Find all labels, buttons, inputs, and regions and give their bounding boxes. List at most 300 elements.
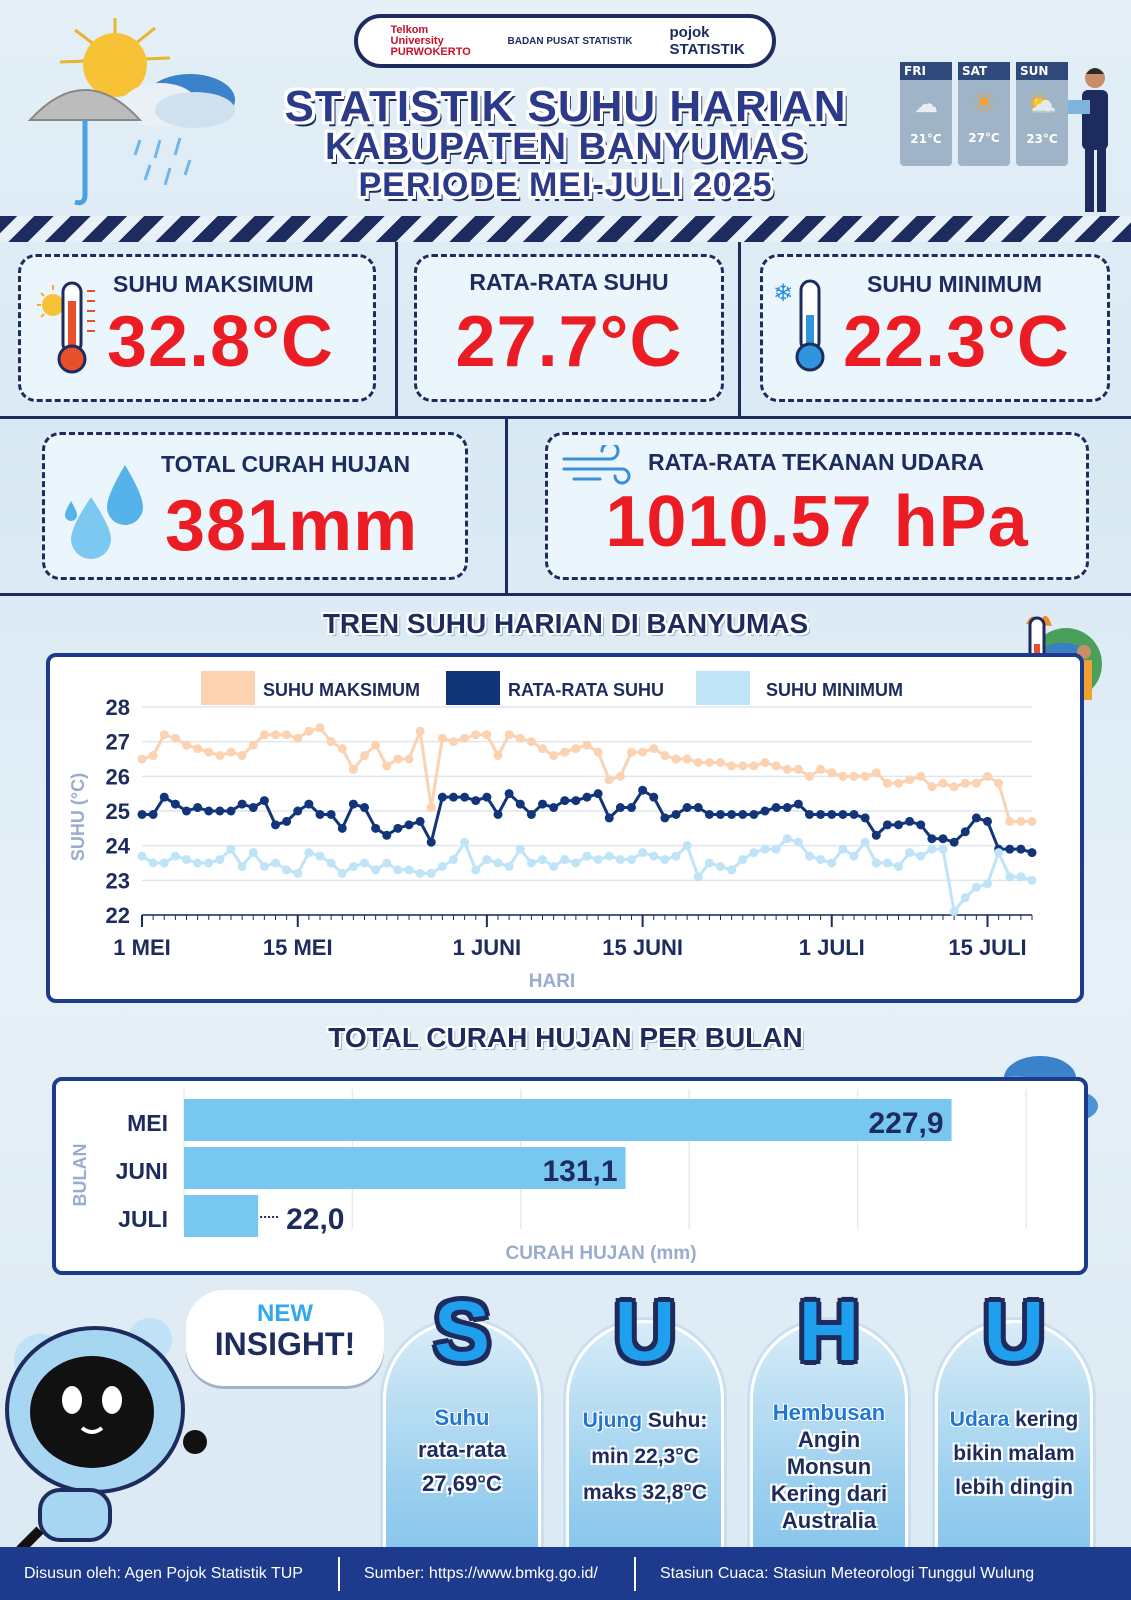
data-point <box>616 803 625 812</box>
data-point <box>204 807 213 816</box>
data-point <box>505 862 514 871</box>
data-point <box>738 810 747 819</box>
data-point <box>449 855 458 864</box>
new-insight-bubble <box>186 1290 384 1386</box>
data-point <box>560 855 569 864</box>
data-point <box>638 848 647 857</box>
bar <box>184 1195 258 1237</box>
data-point <box>382 859 391 868</box>
data-point <box>927 782 936 791</box>
line-chart <box>50 657 1080 999</box>
data-point <box>872 768 881 777</box>
series-min-line <box>142 839 1032 912</box>
data-point <box>627 748 636 757</box>
data-point <box>916 852 925 861</box>
data-point <box>416 817 425 826</box>
data-point <box>171 734 180 743</box>
data-point <box>516 800 525 809</box>
forecast-card-fri <box>900 62 952 166</box>
y-tick-label: 25 <box>105 799 130 824</box>
data-point <box>861 813 870 822</box>
data-point <box>916 820 925 829</box>
data-point <box>438 734 447 743</box>
data-point <box>983 772 992 781</box>
data-point <box>716 810 725 819</box>
insight-4-text: kering bikin malam lebih dingin <box>953 1408 1079 1499</box>
data-point <box>649 744 658 753</box>
x-tick-label: 15 JUNI <box>602 935 683 960</box>
data-point <box>705 758 714 767</box>
data-point <box>304 800 313 809</box>
data-point <box>494 751 503 760</box>
data-point <box>894 862 903 871</box>
rain-label: TOTAL CURAH HUJAN <box>161 451 411 477</box>
data-point <box>182 807 191 816</box>
data-point <box>727 810 736 819</box>
bar-chart-xlabel: CURAH HUJAN (mm) <box>505 1243 697 1264</box>
data-point <box>571 859 580 868</box>
line-chart-panel <box>46 653 1084 1003</box>
avg-temp-card <box>414 254 724 402</box>
data-point <box>138 810 147 819</box>
data-point <box>894 779 903 788</box>
data-point <box>583 793 592 802</box>
data-point <box>683 803 692 812</box>
data-point <box>549 751 558 760</box>
data-point <box>282 730 291 739</box>
letter-u-1: U <box>614 1284 676 1378</box>
data-point <box>660 855 669 864</box>
data-point <box>583 852 592 861</box>
data-point <box>560 748 569 757</box>
data-point <box>861 838 870 847</box>
footer-station: Stasiun Cuaca: Stasiun Meteorologi Tunggul Wulung <box>660 1564 1035 1582</box>
badge-bottom: INSIGHT! <box>214 1326 356 1362</box>
footer-author: Disusun oleh: Agen Pojok Statistik TUP <box>0 1557 340 1591</box>
title-line-2: KABUPATEN BANYUMAS <box>324 126 807 168</box>
data-point <box>1028 876 1037 885</box>
data-point <box>171 800 180 809</box>
data-point <box>482 793 491 802</box>
data-point <box>660 751 669 760</box>
data-point <box>538 744 547 753</box>
data-point <box>772 803 781 812</box>
divider <box>0 416 1131 419</box>
data-point <box>149 751 158 760</box>
data-point <box>571 744 580 753</box>
data-point <box>527 859 536 868</box>
pojok-statistik-logo: pojok STATISTIK <box>669 24 745 58</box>
data-point <box>905 775 914 784</box>
data-point <box>616 855 625 864</box>
data-point <box>783 765 792 774</box>
data-point <box>449 793 458 802</box>
y-tick-label: 26 <box>105 764 130 790</box>
data-point <box>516 845 525 854</box>
data-point <box>939 779 948 788</box>
data-point <box>516 734 525 743</box>
data-point <box>260 796 269 805</box>
data-point <box>772 845 781 854</box>
bar-chart <box>56 1081 1084 1271</box>
data-point <box>160 793 169 802</box>
bar-category-label: MEI <box>127 1110 168 1136</box>
data-point <box>449 737 458 746</box>
data-point <box>227 807 236 816</box>
data-point <box>338 824 347 833</box>
avg-temp-value: 27.7°C <box>455 302 683 382</box>
data-point <box>605 775 614 784</box>
data-point <box>749 810 758 819</box>
data-point <box>649 793 658 802</box>
data-point <box>705 859 714 868</box>
data-point <box>994 848 1003 857</box>
data-point <box>827 859 836 868</box>
data-point <box>605 813 614 822</box>
legend-label-max: SUHU MAKSIMUM <box>263 680 420 700</box>
bar-chart-ylabel: BULAN <box>70 1143 90 1207</box>
data-point <box>149 859 158 868</box>
line-chart-ylabel: SUHU (°C) <box>68 772 88 862</box>
data-point <box>683 755 692 764</box>
data-point <box>1005 845 1014 854</box>
water-drops-icon <box>63 461 153 561</box>
data-point <box>972 883 981 892</box>
data-point <box>583 741 592 750</box>
data-point <box>783 834 792 843</box>
y-tick-label: 24 <box>105 833 130 859</box>
data-point <box>838 772 847 781</box>
bar-value-label: 22,0 <box>286 1203 345 1236</box>
title-line-1: STATISTIK SUHU HARIAN <box>284 82 847 131</box>
data-point <box>749 848 758 857</box>
data-point <box>360 803 369 812</box>
data-point <box>405 755 414 764</box>
data-point <box>382 761 391 770</box>
data-point <box>916 772 925 781</box>
data-point <box>761 845 770 854</box>
data-point <box>961 827 970 836</box>
data-point <box>471 865 480 874</box>
bar-category-label: JUNI <box>115 1158 168 1184</box>
data-point <box>816 765 825 774</box>
data-point <box>961 779 970 788</box>
data-point <box>927 845 936 854</box>
data-point <box>460 734 469 743</box>
insight-4-highlight: Udara <box>949 1408 1010 1431</box>
data-point <box>694 872 703 881</box>
legend-swatch-avg <box>446 671 500 705</box>
data-point <box>215 807 224 816</box>
data-point <box>794 800 803 809</box>
data-point <box>738 855 747 864</box>
data-point <box>883 820 892 829</box>
data-point <box>282 817 291 826</box>
insight-3-text: Angin Monsun Kering dari Australia <box>770 1427 888 1533</box>
data-point <box>405 865 414 874</box>
data-point <box>193 803 202 812</box>
data-point <box>649 852 658 861</box>
thermometer-snow-icon <box>771 275 845 375</box>
data-point <box>827 768 836 777</box>
y-tick-label: 28 <box>105 695 130 720</box>
data-point <box>761 807 770 816</box>
data-point <box>761 758 770 767</box>
data-point <box>883 779 892 788</box>
data-point <box>427 869 436 878</box>
data-point <box>505 730 514 739</box>
insight-1-highlight: Suhu <box>434 1405 490 1430</box>
data-point <box>749 761 758 770</box>
forecast-day: FRI <box>900 62 952 80</box>
data-point <box>249 848 258 857</box>
data-point <box>672 852 681 861</box>
data-point <box>616 772 625 781</box>
partly-cloudy-icon: ⛅ <box>1027 90 1057 118</box>
data-point <box>738 761 747 770</box>
data-point <box>482 730 491 739</box>
data-point <box>1016 817 1025 826</box>
data-point <box>850 852 859 861</box>
forecast-temp: 27°C <box>968 131 1000 145</box>
data-point <box>594 789 603 798</box>
data-point <box>393 755 402 764</box>
data-point <box>727 761 736 770</box>
bps-logo: BADAN PUSAT STATISTIK <box>507 35 633 47</box>
data-point <box>1005 872 1014 881</box>
data-point <box>961 893 970 902</box>
insight-2-highlight: Ujung <box>582 1409 643 1432</box>
data-point <box>838 810 847 819</box>
data-point <box>594 748 603 757</box>
data-point <box>983 817 992 826</box>
data-point <box>149 810 158 819</box>
data-point <box>838 845 847 854</box>
data-point <box>594 855 603 864</box>
data-point <box>894 820 903 829</box>
data-point <box>327 810 336 819</box>
data-point <box>271 820 280 829</box>
data-point <box>416 869 425 878</box>
forecast-card-sat <box>958 62 1010 166</box>
data-point <box>794 765 803 774</box>
telkom-logo: Telkom University PURWOKERTO <box>390 23 471 58</box>
data-point <box>705 810 714 819</box>
max-temp-value: 32.8°C <box>107 302 334 382</box>
data-point <box>549 862 558 871</box>
data-point <box>460 838 469 847</box>
data-point <box>215 855 224 864</box>
data-point <box>405 820 414 829</box>
data-point <box>271 730 280 739</box>
divider <box>505 418 508 594</box>
data-point <box>371 824 380 833</box>
divider <box>738 242 741 417</box>
data-point <box>605 852 614 861</box>
data-point <box>805 810 814 819</box>
bar-value-label: 227,9 <box>868 1107 944 1140</box>
data-point <box>805 772 814 781</box>
bar-chart-panel <box>52 1077 1088 1275</box>
svg-text:❄: ❄ <box>773 279 794 307</box>
data-point <box>360 751 369 760</box>
data-point <box>427 803 436 812</box>
legend-label-min: SUHU MINIMUM <box>766 680 903 700</box>
data-point <box>238 751 247 760</box>
cloud-rain-icon: ☁ <box>914 90 938 118</box>
data-point <box>783 803 792 812</box>
data-point <box>227 845 236 854</box>
x-tick-label: 1 JULI <box>798 935 865 960</box>
data-point <box>338 869 347 878</box>
y-tick-label: 27 <box>105 729 130 755</box>
divider <box>395 242 398 417</box>
data-point <box>227 748 236 757</box>
forecast-temp: 21°C <box>910 132 942 146</box>
data-point <box>249 741 258 750</box>
data-point <box>260 862 269 871</box>
data-point <box>694 803 703 812</box>
data-point <box>438 862 447 871</box>
data-point <box>471 730 480 739</box>
insight-2-text: Suhu: min 22,3°C maks 32,8°C <box>583 1409 708 1504</box>
data-point <box>1016 872 1025 881</box>
series-min <box>138 834 1037 916</box>
data-point <box>727 865 736 874</box>
data-point <box>393 865 402 874</box>
data-point <box>371 865 380 874</box>
data-point <box>627 803 636 812</box>
bar-chart-title: TOTAL CURAH HUJAN PER BULAN <box>328 1022 803 1053</box>
data-point <box>349 862 358 871</box>
data-point <box>293 869 302 878</box>
bar-category-label: JULI <box>118 1206 168 1232</box>
data-point <box>193 859 202 868</box>
data-point <box>883 859 892 868</box>
x-tick-label: 15 JULI <box>948 935 1027 960</box>
sun-icon: ☀ <box>971 86 997 119</box>
data-point <box>571 796 580 805</box>
data-point <box>505 789 514 798</box>
legend-swatch-max <box>201 671 255 705</box>
data-point <box>138 755 147 764</box>
legend-label-avg: RATA-RATA SUHU <box>508 680 664 700</box>
letter-h: H <box>798 1284 860 1378</box>
data-point <box>772 761 781 770</box>
data-point <box>527 810 536 819</box>
forecast-illustration <box>900 62 1120 217</box>
data-point <box>872 859 881 868</box>
data-point <box>171 852 180 861</box>
title-line-3: PERIODE MEI-JULI 2025 <box>358 166 773 204</box>
x-tick-label: 1 JUNI <box>452 935 522 960</box>
rain-value: 381mm <box>165 486 419 566</box>
data-point <box>905 848 914 857</box>
data-point <box>160 859 169 868</box>
pressure-label: RATA-RATA TEKANAN UDARA <box>648 449 985 475</box>
data-point <box>471 796 480 805</box>
thermometer-sun-icon <box>33 279 107 375</box>
data-point <box>861 772 870 781</box>
data-point <box>349 765 358 774</box>
data-point <box>316 810 325 819</box>
data-point <box>371 741 380 750</box>
data-point <box>282 865 291 874</box>
data-point <box>827 810 836 819</box>
data-point <box>694 758 703 767</box>
data-point <box>638 786 647 795</box>
data-point <box>316 723 325 732</box>
data-point <box>1028 817 1037 826</box>
forecast-temp: 23°C <box>1026 132 1058 146</box>
data-point <box>482 855 491 864</box>
badge-top: NEW <box>257 1300 313 1327</box>
data-point <box>215 751 224 760</box>
forecast-day: SUN <box>1016 62 1068 80</box>
data-point <box>427 838 436 847</box>
legend-swatch-min <box>696 671 750 705</box>
line-chart-title: TREN SUHU HARIAN DI BANYUMAS <box>322 608 809 639</box>
data-point <box>293 807 302 816</box>
data-point <box>939 834 948 843</box>
data-point <box>360 859 369 868</box>
data-point <box>527 737 536 746</box>
y-tick-label: 23 <box>105 868 130 894</box>
max-temp-label: SUHU MAKSIMUM <box>113 271 314 297</box>
data-point <box>138 852 147 861</box>
data-point <box>850 772 859 781</box>
data-point <box>972 779 981 788</box>
data-point <box>293 734 302 743</box>
data-point <box>972 813 981 822</box>
data-point <box>382 831 391 840</box>
x-tick-label: 15 MEI <box>262 935 333 960</box>
data-point <box>316 852 325 861</box>
data-point <box>494 859 503 868</box>
x-tick-label: 1 MEI <box>113 935 171 960</box>
data-point <box>950 907 959 916</box>
data-point <box>494 810 503 819</box>
footer <box>0 1547 1131 1600</box>
data-point <box>1016 845 1025 854</box>
insight-1-text: rata-rata 27,69°C <box>417 1437 507 1496</box>
data-point <box>204 859 213 868</box>
data-point <box>182 741 191 750</box>
data-point <box>204 748 213 757</box>
letter-u-2: U <box>983 1284 1045 1378</box>
data-point <box>627 855 636 864</box>
data-point <box>193 744 202 753</box>
data-point <box>816 810 825 819</box>
data-point <box>304 848 313 857</box>
data-point <box>983 879 992 888</box>
data-point <box>327 859 336 868</box>
data-point <box>460 793 469 802</box>
data-point <box>716 758 725 767</box>
logo-bar <box>354 14 776 68</box>
data-point <box>304 727 313 736</box>
data-point <box>905 817 914 826</box>
data-point <box>549 803 558 812</box>
data-point <box>538 800 547 809</box>
data-point <box>260 730 269 739</box>
data-point <box>1005 817 1014 826</box>
data-point <box>950 782 959 791</box>
data-point <box>249 803 258 812</box>
data-point <box>939 845 948 854</box>
data-point <box>349 800 358 809</box>
data-point <box>872 831 881 840</box>
